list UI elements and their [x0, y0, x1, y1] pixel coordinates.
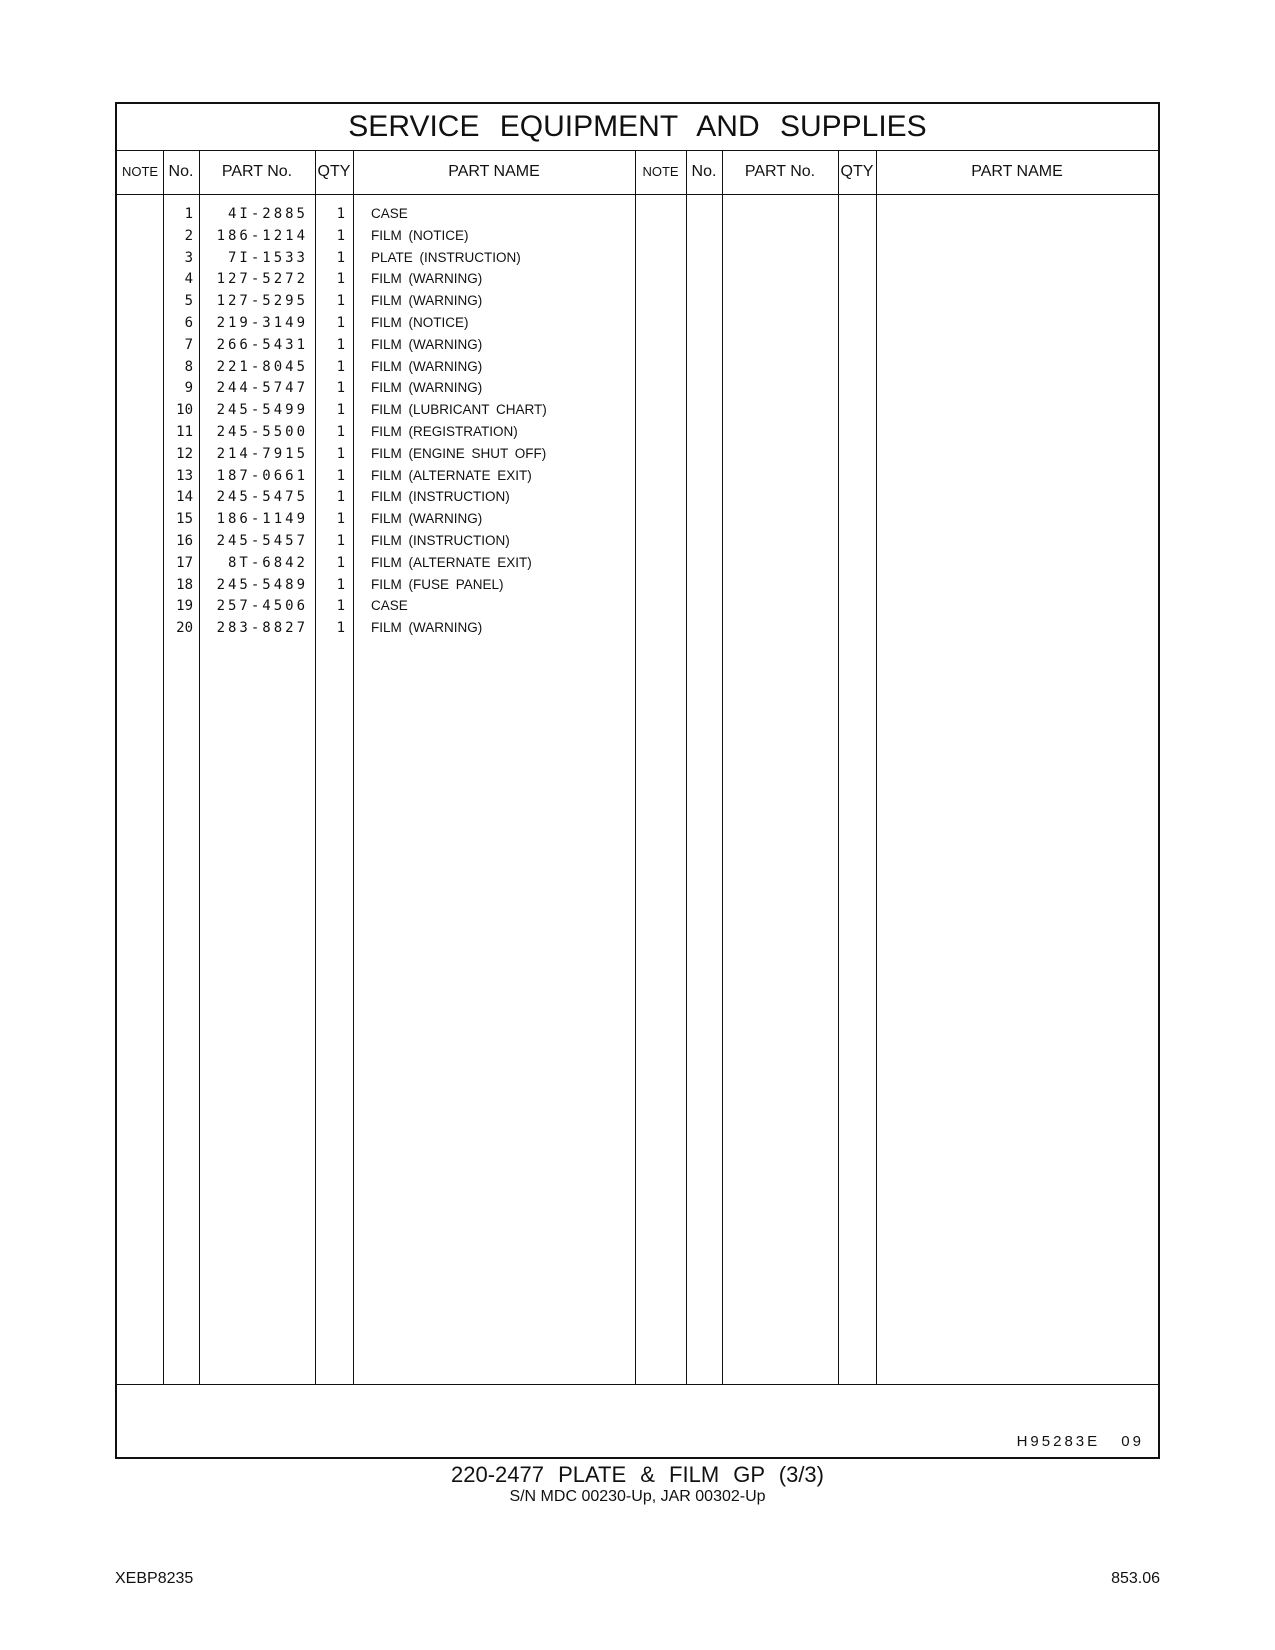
part-name: FILM (WARNING) [371, 293, 483, 309]
part-number: 221-8045 [216, 358, 308, 375]
part-item-number: 7 [184, 336, 193, 353]
part-quantity: 1 [336, 424, 345, 440]
part-quantity: 1 [336, 576, 345, 593]
part-quantity: 1 [336, 402, 345, 419]
table-body [117, 194, 1158, 1384]
part-name: FILM (WARNING) [371, 358, 483, 374]
part-item-number: 18 [176, 576, 193, 593]
part-number: 187-0661 [216, 467, 308, 484]
part-quantity: 1 [336, 554, 345, 571]
header-part-name-left: PART NAME [448, 163, 540, 180]
part-quantity: 1 [336, 358, 345, 375]
part-number: 214-7915 [216, 445, 308, 462]
part-item-number: 6 [184, 315, 193, 331]
part-number: 186-1214 [216, 227, 308, 244]
part-name: FILM (WARNING) [371, 620, 483, 636]
document-code: XEBP8235 [115, 1570, 194, 1587]
header-note-right: NOTE [642, 164, 679, 179]
part-item-number: 17 [176, 554, 193, 571]
part-number: 127-5295 [216, 293, 308, 310]
part-quantity: 1 [336, 227, 345, 244]
part-name: FILM (REGISTRATION) [371, 424, 518, 439]
part-number: 245-5457 [216, 533, 308, 549]
part-item-number: 16 [176, 533, 193, 549]
part-name: FILM (WARNING) [371, 336, 483, 352]
part-number: 127-5272 [216, 271, 308, 288]
part-item-number: 15 [176, 511, 193, 528]
group-title: 220-2477 PLATE & FILM GP (3/3) [450, 1462, 824, 1487]
part-name: PLATE (INSTRUCTION) [371, 249, 521, 265]
part-number: 257-4506 [216, 598, 308, 615]
part-quantity: 1 [336, 533, 345, 549]
part-name: FILM (INSTRUCTION) [371, 489, 510, 505]
part-quantity: 1 [336, 489, 345, 506]
part-name: FILM (ALTERNATE EXIT) [371, 467, 532, 483]
part-quantity: 1 [336, 249, 345, 266]
part-number: 244-5747 [216, 380, 308, 397]
part-quantity: 1 [336, 271, 345, 288]
part-name: FILM (ALTERNATE EXIT) [371, 554, 532, 570]
part-name: FILM (NOTICE) [371, 315, 469, 330]
header-no-left: No. [168, 163, 194, 180]
part-quantity: 1 [336, 336, 345, 353]
part-name: CASE [371, 206, 408, 221]
part-number: 266-5431 [216, 336, 308, 353]
part-item-number: 3 [184, 249, 193, 266]
part-item-number: 9 [184, 380, 193, 397]
page-number: 853.06 [1111, 1570, 1160, 1587]
part-name: FILM (WARNING) [371, 511, 483, 527]
part-number: 245-5475 [216, 489, 308, 506]
header-no-right: No. [691, 163, 717, 180]
part-item-number: 20 [176, 620, 193, 637]
part-name: FILM (LUBRICANT CHART) [371, 402, 547, 418]
part-number: 245-5500 [216, 424, 308, 440]
part-name: CASE [371, 598, 408, 614]
part-item-number: 13 [176, 467, 193, 484]
header-qty-left: QTY [317, 163, 351, 180]
serial-range: S/N MDC 00230-Up, JAR 00302-Up [509, 1488, 766, 1505]
part-item-number: 2 [184, 227, 193, 244]
part-name: FILM (WARNING) [371, 271, 483, 287]
part-quantity: 1 [336, 445, 345, 462]
part-item-number: 19 [176, 598, 193, 615]
part-quantity: 1 [336, 467, 345, 484]
part-name: FILM (ENGINE SHUT OFF) [371, 445, 547, 461]
part-number: 4I-2885 [227, 206, 308, 222]
header-note-left: NOTE [121, 164, 159, 179]
part-number: 245-5489 [216, 576, 308, 593]
part-number: 219-3149 [216, 315, 308, 331]
part-quantity: 1 [336, 620, 345, 637]
part-item-number: 11 [176, 424, 193, 440]
part-quantity: 1 [336, 380, 345, 397]
part-item-number: 12 [176, 445, 193, 462]
part-quantity: 1 [336, 206, 345, 222]
part-quantity: 1 [336, 598, 345, 615]
part-number: 8T-6842 [227, 554, 308, 571]
part-quantity: 1 [336, 293, 345, 310]
part-number: 7I-1533 [227, 249, 308, 266]
part-item-number: 10 [176, 402, 193, 419]
part-item-number: 4 [184, 271, 193, 288]
parts-table-sheet [115, 102, 1160, 1459]
part-item-number: 5 [184, 293, 193, 310]
part-quantity: 1 [336, 511, 345, 528]
part-number: 186-1149 [216, 511, 308, 528]
header-qty-right: QTY [840, 163, 874, 180]
table-header-row [117, 150, 1158, 195]
group-caption [0, 1462, 1275, 1506]
table-footer [117, 1384, 1158, 1457]
part-number: 283-8827 [216, 620, 308, 637]
part-name: FILM (WARNING) [371, 380, 483, 396]
part-name: FILM (FUSE PANEL) [371, 576, 504, 592]
part-item-number: 14 [176, 489, 193, 506]
table-title: SERVICE EQUIPMENT AND SUPPLIES [117, 104, 1158, 151]
part-name: FILM (INSTRUCTION) [371, 533, 510, 548]
part-item-number: 1 [184, 206, 193, 222]
header-part-no-right: PART No. [744, 163, 816, 180]
part-quantity: 1 [336, 315, 345, 331]
header-part-no-left: PART No. [221, 163, 293, 180]
header-part-name-right: PART NAME [971, 163, 1063, 180]
part-item-number: 8 [184, 358, 193, 375]
part-name: FILM (NOTICE) [371, 227, 469, 243]
illustration-code: H95283E 09 [1016, 1433, 1144, 1450]
part-number: 245-5499 [216, 402, 308, 419]
